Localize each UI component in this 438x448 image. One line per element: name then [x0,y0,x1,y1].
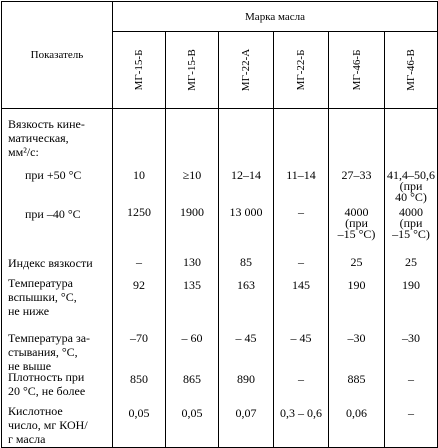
cell-value [166,167,218,182]
cell-value [274,254,328,269]
table-row [2,109,438,159]
value-cell [166,273,219,322]
cell-value [385,167,437,204]
cell-value-line: – 45 [235,330,257,345]
cell-value [166,277,218,292]
row-label-line: при +50 °С [25,167,82,182]
row-label [8,276,110,318]
cell-value [385,204,437,241]
cell-value-line: –15 °С) [392,226,430,241]
value-cell [329,399,385,448]
cell-value-line: 4000 [344,204,369,219]
value-cell [274,273,329,322]
cell-value [166,405,218,420]
brand-header: МГ-15-В [166,32,219,109]
cell-value-line: (при [345,215,368,230]
value-cell [113,250,166,273]
cell-value-line: – [408,371,415,386]
row-label-cell [2,204,113,250]
value-cell [274,109,329,159]
value-cell [166,399,219,448]
cell-value [329,254,384,269]
cell-value [329,405,384,420]
cell-value-line: 40 °С) [395,189,427,204]
brand-header: МГ-22-А [219,32,274,109]
cell-value-line: 865 [183,371,201,386]
value-cell [329,250,385,273]
table-row [2,273,438,322]
cell-value [274,204,328,219]
cell-value-line: 0,3 – 0,6 [280,405,322,420]
cell-value-line: – [298,204,304,219]
row-label-line: стывания, °С, [8,344,78,359]
cell-value-line: ≥10 [182,167,202,182]
row-label-line: матическая, [8,131,69,145]
value-cell [329,159,385,204]
value-cell [166,159,219,204]
cell-value [274,371,328,386]
value-cell [113,322,166,367]
row-label-line: Кислотное [8,403,63,418]
value-cell [113,273,166,322]
brand-header: МГ-15-Б [113,32,166,109]
row-label-cell [2,367,113,399]
cell-value-line: 885 [347,371,366,386]
value-cell [329,367,385,399]
value-cell [385,367,438,399]
cell-value-line: 145 [292,277,310,292]
cell-value [329,204,384,241]
value-cell [385,322,438,367]
row-label-line: число, мг КОН/ [8,417,88,432]
cell-value-line: 190 [347,277,366,292]
value-cell [385,399,438,448]
cell-value [113,167,165,182]
row-label-line: Температура за- [8,330,91,345]
value-cell [219,109,274,159]
cell-value-line: 25 [350,254,363,269]
brand-header: МГ-46-В [385,32,438,109]
cell-value [166,330,218,345]
value-cell [274,250,329,273]
cell-value [113,254,165,269]
value-cell [329,322,385,367]
value-cell [113,159,166,204]
cell-value-line: 85 [240,254,252,269]
cell-value-line: – 45 [290,330,312,345]
cell-value-line: 0,07 [235,405,257,420]
table-row [2,159,438,204]
cell-value [329,167,384,182]
cell-value-line: 850 [130,371,148,386]
cell-value-line: 1250 [127,204,151,219]
row-label-line: вспышки, °С, [8,289,77,304]
row-label-cell [2,159,113,204]
row-label [25,168,110,182]
table-row [2,367,438,399]
value-cell [329,204,385,250]
table-row [2,204,438,250]
row-label-cell [2,399,113,448]
table-row [2,322,438,367]
value-cell [219,159,274,204]
value-cell [113,367,166,399]
value-cell [219,204,274,250]
value-cell [219,367,274,399]
row-label [8,370,110,398]
cell-value-line: 190 [402,277,421,292]
value-cell [219,399,274,448]
cell-value [219,277,273,292]
value-cell [385,204,438,250]
row-label-line: 20 °С, не более [8,383,86,398]
cell-value-line: – [136,254,142,269]
row-label [25,207,110,221]
value-cell [166,109,219,159]
table-row [2,250,438,273]
value-cell [385,250,438,273]
cell-value-line: 0,06 [346,405,367,420]
value-cell [113,109,166,159]
cell-value [166,254,218,269]
oil-brand-group-header: Марка масла [113,2,438,32]
row-label-line: Плотность при [8,369,85,384]
cell-value-line: –15 °С) [337,226,376,241]
row-label-line: при –40 °С [25,206,81,221]
cell-value [113,371,165,386]
value-cell [385,109,438,159]
value-cell [219,273,274,322]
row-label [8,256,110,270]
value-cell [274,322,329,367]
cell-value-line: – [298,254,304,269]
cell-value [219,330,273,345]
brand-header: МГ-46-Б [329,32,385,109]
cell-value-line: 10 [133,167,145,182]
row-label-line: мм²/с: [8,145,39,159]
value-cell [274,159,329,204]
cell-value-line: 1900 [180,204,204,219]
cell-value-line: – [408,405,415,420]
cell-value [385,405,437,420]
cell-value [385,330,437,345]
cell-value-line: 41,4–50,6 [387,167,436,182]
cell-value [219,167,273,182]
cell-value [219,254,273,269]
cell-value-line: 890 [237,371,255,386]
cell-value-line: 13 000 [229,204,263,219]
cell-value-line: 27–33 [341,167,372,182]
row-label-cell [2,322,113,373]
cell-value [274,277,328,292]
cell-value [166,204,218,219]
row-label [8,117,110,159]
row-label-line: Вязкость кине- [8,117,85,131]
row-label-line: Индекс вязкости [8,255,93,270]
cell-value [274,167,328,182]
cell-value [329,277,384,292]
cell-value [329,330,384,345]
cell-value [219,204,273,219]
oil-properties-table [1,1,438,448]
cell-value-line: 163 [237,277,255,292]
cell-value-line: 11–14 [286,167,316,182]
indicator-header: Показатель [2,2,113,109]
row-label-line: не ниже [8,303,50,318]
cell-value-line: 4000 [399,204,424,219]
row-label-cell [2,250,113,273]
value-cell [219,322,274,367]
cell-value [219,405,273,420]
cell-value-line: –30 [402,330,421,345]
value-cell [274,367,329,399]
cell-value [274,330,328,345]
cell-value-line: 130 [183,254,201,269]
cell-value [113,405,165,420]
cell-value [113,204,165,219]
cell-value-line: 0,05 [181,405,203,420]
cell-value [385,277,437,292]
cell-value-line: 92 [133,277,145,292]
cell-value [219,371,273,386]
cell-value-line: (при [399,215,423,230]
cell-value [385,371,437,386]
cell-value-line: –70 [130,330,148,345]
value-cell [385,273,438,322]
value-cell [166,367,219,399]
value-cell [113,399,166,448]
row-label-cell [2,109,113,159]
cell-value [329,371,384,386]
value-cell [113,204,166,250]
table-body [2,109,438,448]
row-label [8,404,110,446]
value-cell [274,204,329,250]
cell-value-line: 135 [183,277,201,292]
value-cell [274,399,329,448]
cell-value [385,254,437,269]
cell-value [113,330,165,345]
cell-value-line: 12–14 [231,167,261,182]
value-cell [219,250,274,273]
table-row [2,399,438,448]
brand-header: МГ-22-Б [274,32,329,109]
cell-value-line: – [298,371,304,386]
cell-value-line: –30 [347,330,366,345]
cell-value-line: 25 [405,254,418,269]
cell-value [274,405,328,420]
value-cell [166,322,219,367]
cell-value-line: – 60 [181,330,203,345]
value-cell [385,159,438,204]
value-cell [166,250,219,273]
value-cell [329,273,385,322]
cell-value [113,277,165,292]
cell-value-line: 0,05 [128,405,150,420]
cell-value [166,371,218,386]
row-label-line: Температура [8,275,73,290]
value-cell [329,109,385,159]
row-label-line: г масла [8,431,46,446]
cell-value-line: (при [399,178,423,193]
row-label-line: не выше [8,358,52,373]
value-cell [166,204,219,250]
row-label-cell [2,273,113,322]
